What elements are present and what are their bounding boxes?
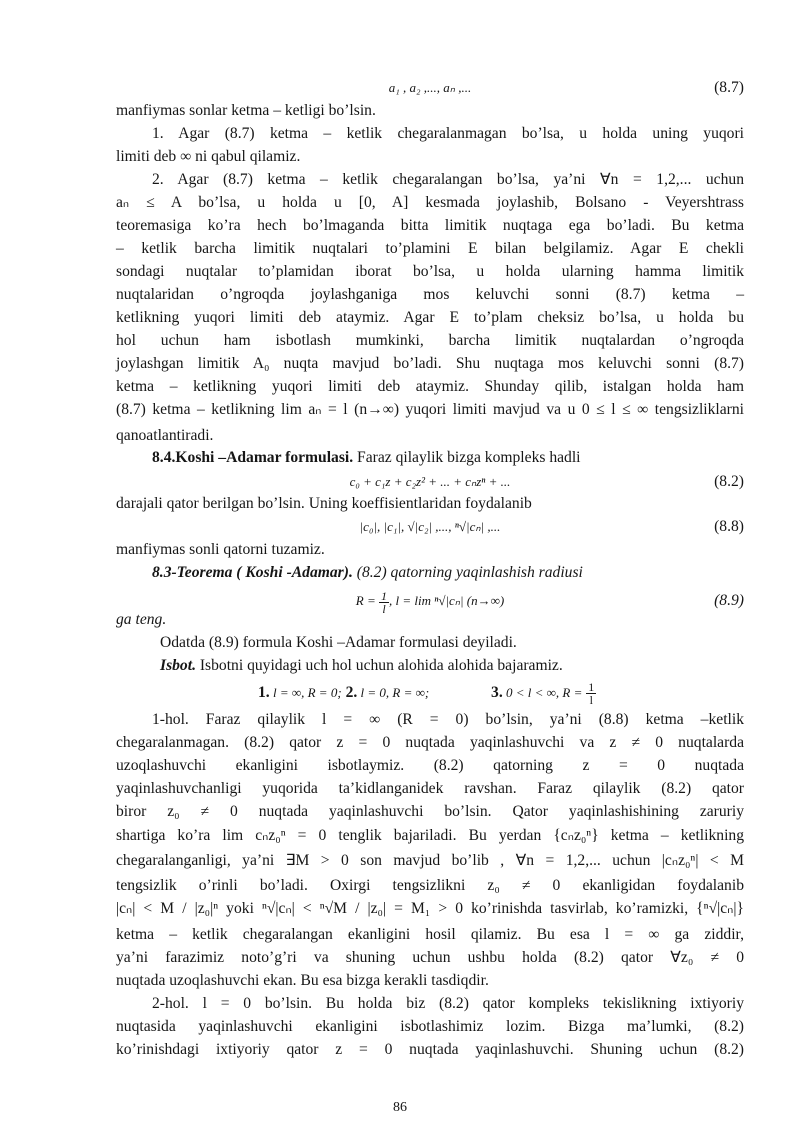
text-line: shartiga ko’ra lim cₙz₀ⁿ = 0 tenglik bajariladi. Bu yerdan {cₙz₀ⁿ} ketma – ketlikning <box>116 827 744 844</box>
equation-8-8: |c₀|, |c₁|, √|c₂| ,..., ⁿ√|cₙ| ,... <box>359 519 501 534</box>
theorem-title: 8.3-Teorema ( Koshi -Adamar). <box>152 564 353 581</box>
text-line: (8.7) ketma – ketlikning lim aₙ = l (n→∞) yuqori limiti mavjud va u 0 ≤ l ≤ ∞ tengsizliklarni <box>116 401 744 418</box>
denominator: l <box>589 692 593 707</box>
text-line: manfiymas sonlar ketma – ketligi bo’lsin. <box>116 102 376 119</box>
text-line: sondagi nuqtalar to’plamidan iborat bo’lsa, u holda ularning hamma limitik <box>116 263 744 280</box>
theorem-heading-line <box>152 563 780 583</box>
denominator: l <box>382 601 386 616</box>
text-line: nuqtalaridan o’ngroqda joylashganiga mos keluvchi sonni (8.7) ketma – <box>116 286 744 303</box>
cases-line <box>258 680 678 706</box>
text-line: 2. Agar (8.7) ketma – ketlik chegaralangan bo’lsa, ya’ni ∀n = 1,2,... uchun <box>152 171 744 188</box>
proof-heading-line <box>160 656 788 676</box>
numerator: 1 <box>588 679 595 694</box>
text-line: ko’rinishdagi ixtiyoriy qator z = 0 nuqtada yaqinlashuvchi. Shuning uchun (8.2) <box>116 1041 744 1058</box>
text-line: yaqinlashuvchanligi yuqorida ta’kidlanganidek ravshan. Faraz qilaylik (8.2) qator <box>116 780 744 797</box>
text-line: joylashgan limitik A₀ nuqta mavjud bo’ladi. Shu nuqtaga mos keluvchi sonni (8.7) <box>116 355 744 372</box>
text-line: uzoqlashuvchi ekanligini isbotlaymiz. (8.2) qatorning z = 0 nuqtada <box>116 757 744 774</box>
case-3: 0 < l < ∞, R = <box>502 685 583 700</box>
eq-rest: , l = lim ⁿ√|cₙ| (n→∞) <box>388 593 505 608</box>
text-line: aₙ ≤ A bo’lsa, u holda u [0, A] kesmada joylashib, Bolsano - Veyershtrass <box>116 194 744 211</box>
text-span: (8.2) qatorning yaqinlashish radiusi <box>352 564 583 581</box>
text-line: teoremasiga ko’ra hech bo’lmaganda bitta limitik nuqtaga ega bo’ladi. Bu ketma <box>116 217 744 234</box>
text-line: 1. Agar (8.7) ketma – ketlik chegaralanmagan bo’lsa, u holda uning yuqori <box>152 125 744 142</box>
text-line: – ketlik barcha limitik nuqtalari to’plamini E bilan belgilamiz. Agar E chekli <box>116 240 744 257</box>
text-line: chegaralanganligi, ya’ni ∃M > 0 son mavjud bo’lib , ∀n = 1,2,... uchun |cₙz₀ⁿ| < M <box>116 852 744 869</box>
case-1: l = ∞, R = 0; <box>269 685 342 700</box>
text-span: Isbotni quyidagi uch hol uchun alohida alohida bajaramiz. <box>195 657 563 674</box>
section-title: 8.4.Koshi –Adamar formulasi. <box>152 449 354 466</box>
eq-label: R = <box>355 593 376 608</box>
equation-number-8-8: (8.8) <box>714 518 744 535</box>
case-label: 2. <box>345 684 358 701</box>
text-line: hol uchun ham isbotlash mumkinki, barcha limitik nuqtalardan o’ngroqda <box>116 332 744 349</box>
text-line: 2-hol. l = 0 bo’lsin. Bu holda biz (8.2) qator kompleks tekislikning ixtiyoriy <box>152 995 744 1012</box>
text-span: Faraz qilaylik bizga kompleks hadli <box>353 449 581 466</box>
text-line: qanoatlantiradi. <box>116 427 214 444</box>
text-line: manfiymas sonli qatorni tuzamiz. <box>116 541 325 558</box>
proof-title: Isbot. <box>160 657 196 674</box>
text-line: ketma – ketlikning yuqori limiti deb ataymiz. Shunday qilib, istalgan holda ham <box>116 378 744 395</box>
text-line: Odatda (8.9) formula Koshi –Adamar formulasi deyiladi. <box>160 634 517 651</box>
text-line: ketlikning yuqori limiti deb ataymiz. Agar E to’plam cheksiz bo’lsa, u holda bu <box>116 309 744 326</box>
text-line: darajali qator berilgan bo’lsin. Uning koeffisientlaridan foydalanib <box>116 495 532 512</box>
case-label: 3. <box>491 684 503 701</box>
text-line: limiti deb ∞ ni qabul qilamiz. <box>116 148 301 165</box>
equation-number-8-9: (8.9) <box>714 592 744 609</box>
case-2: l = 0, R = ∞; <box>357 685 430 700</box>
text-line: tengsizlik o’rinli bo’ladi. Oxirgi tengsizlikni z₀ ≠ 0 ekanligidan foydalanib <box>116 877 744 894</box>
text-line: nuqtada uzoqlashuvchi ekan. Bu esa bizga kerakli tasdiqdir. <box>116 972 489 989</box>
text-line: nuqtasida yaqinlashuvchi ekanligini isbotlashimiz lozim. Bizga ma’lumki, (8.2) <box>116 1018 744 1035</box>
section-heading-line <box>152 448 780 468</box>
equation-number-8-2: (8.2) <box>714 473 744 490</box>
text-line: |cₙ| < M / |z₀|ⁿ yoki ⁿ√|cₙ| < ⁿ√M / |z₀| = M₁ > 0 ko’rinishda tasvirlab, ko’ramizki, {ⁿ√|cₙ|} <box>116 900 744 917</box>
text-line: ya’ni farazimiz noto’g’ri va shuning uchun ushbu holda (8.2) qator ∀z₀ ≠ 0 <box>116 949 744 966</box>
text-line: ketma – ketlik chegaralangan ekanligini hosil qilamiz. Bu esa l = ∞ ga ziddir, <box>116 926 744 943</box>
equation-8-7: a₁ , a₂ ,..., aₙ ,... <box>388 80 472 95</box>
equation-8-2: c₀ + c₁z + c₂z² + ... + cₙzⁿ + ... <box>349 474 511 489</box>
page-number: 86 <box>393 1100 407 1115</box>
text-line: chegaralanmagan. (8.2) qator z = 0 nuqtada yaqinlashuvchi va z ≠ 0 nuqtalarda <box>116 734 744 751</box>
text-line: 1-hol. Faraz qilaylik l = ∞ (R = 0) bo’lsin, ya’ni (8.8) ketma –ketlik <box>152 711 744 728</box>
case-label: 1. <box>258 684 270 701</box>
text-line: ga teng. <box>116 611 167 628</box>
numerator: 1 <box>380 588 387 603</box>
text-line: biror z₀ ≠ 0 nuqtada yaqinlashuvchi bo’lsin. Qator yaqinlashishining zaruriy <box>116 803 744 820</box>
fraction <box>586 681 596 706</box>
equation-number-8-7: (8.7) <box>714 79 744 96</box>
